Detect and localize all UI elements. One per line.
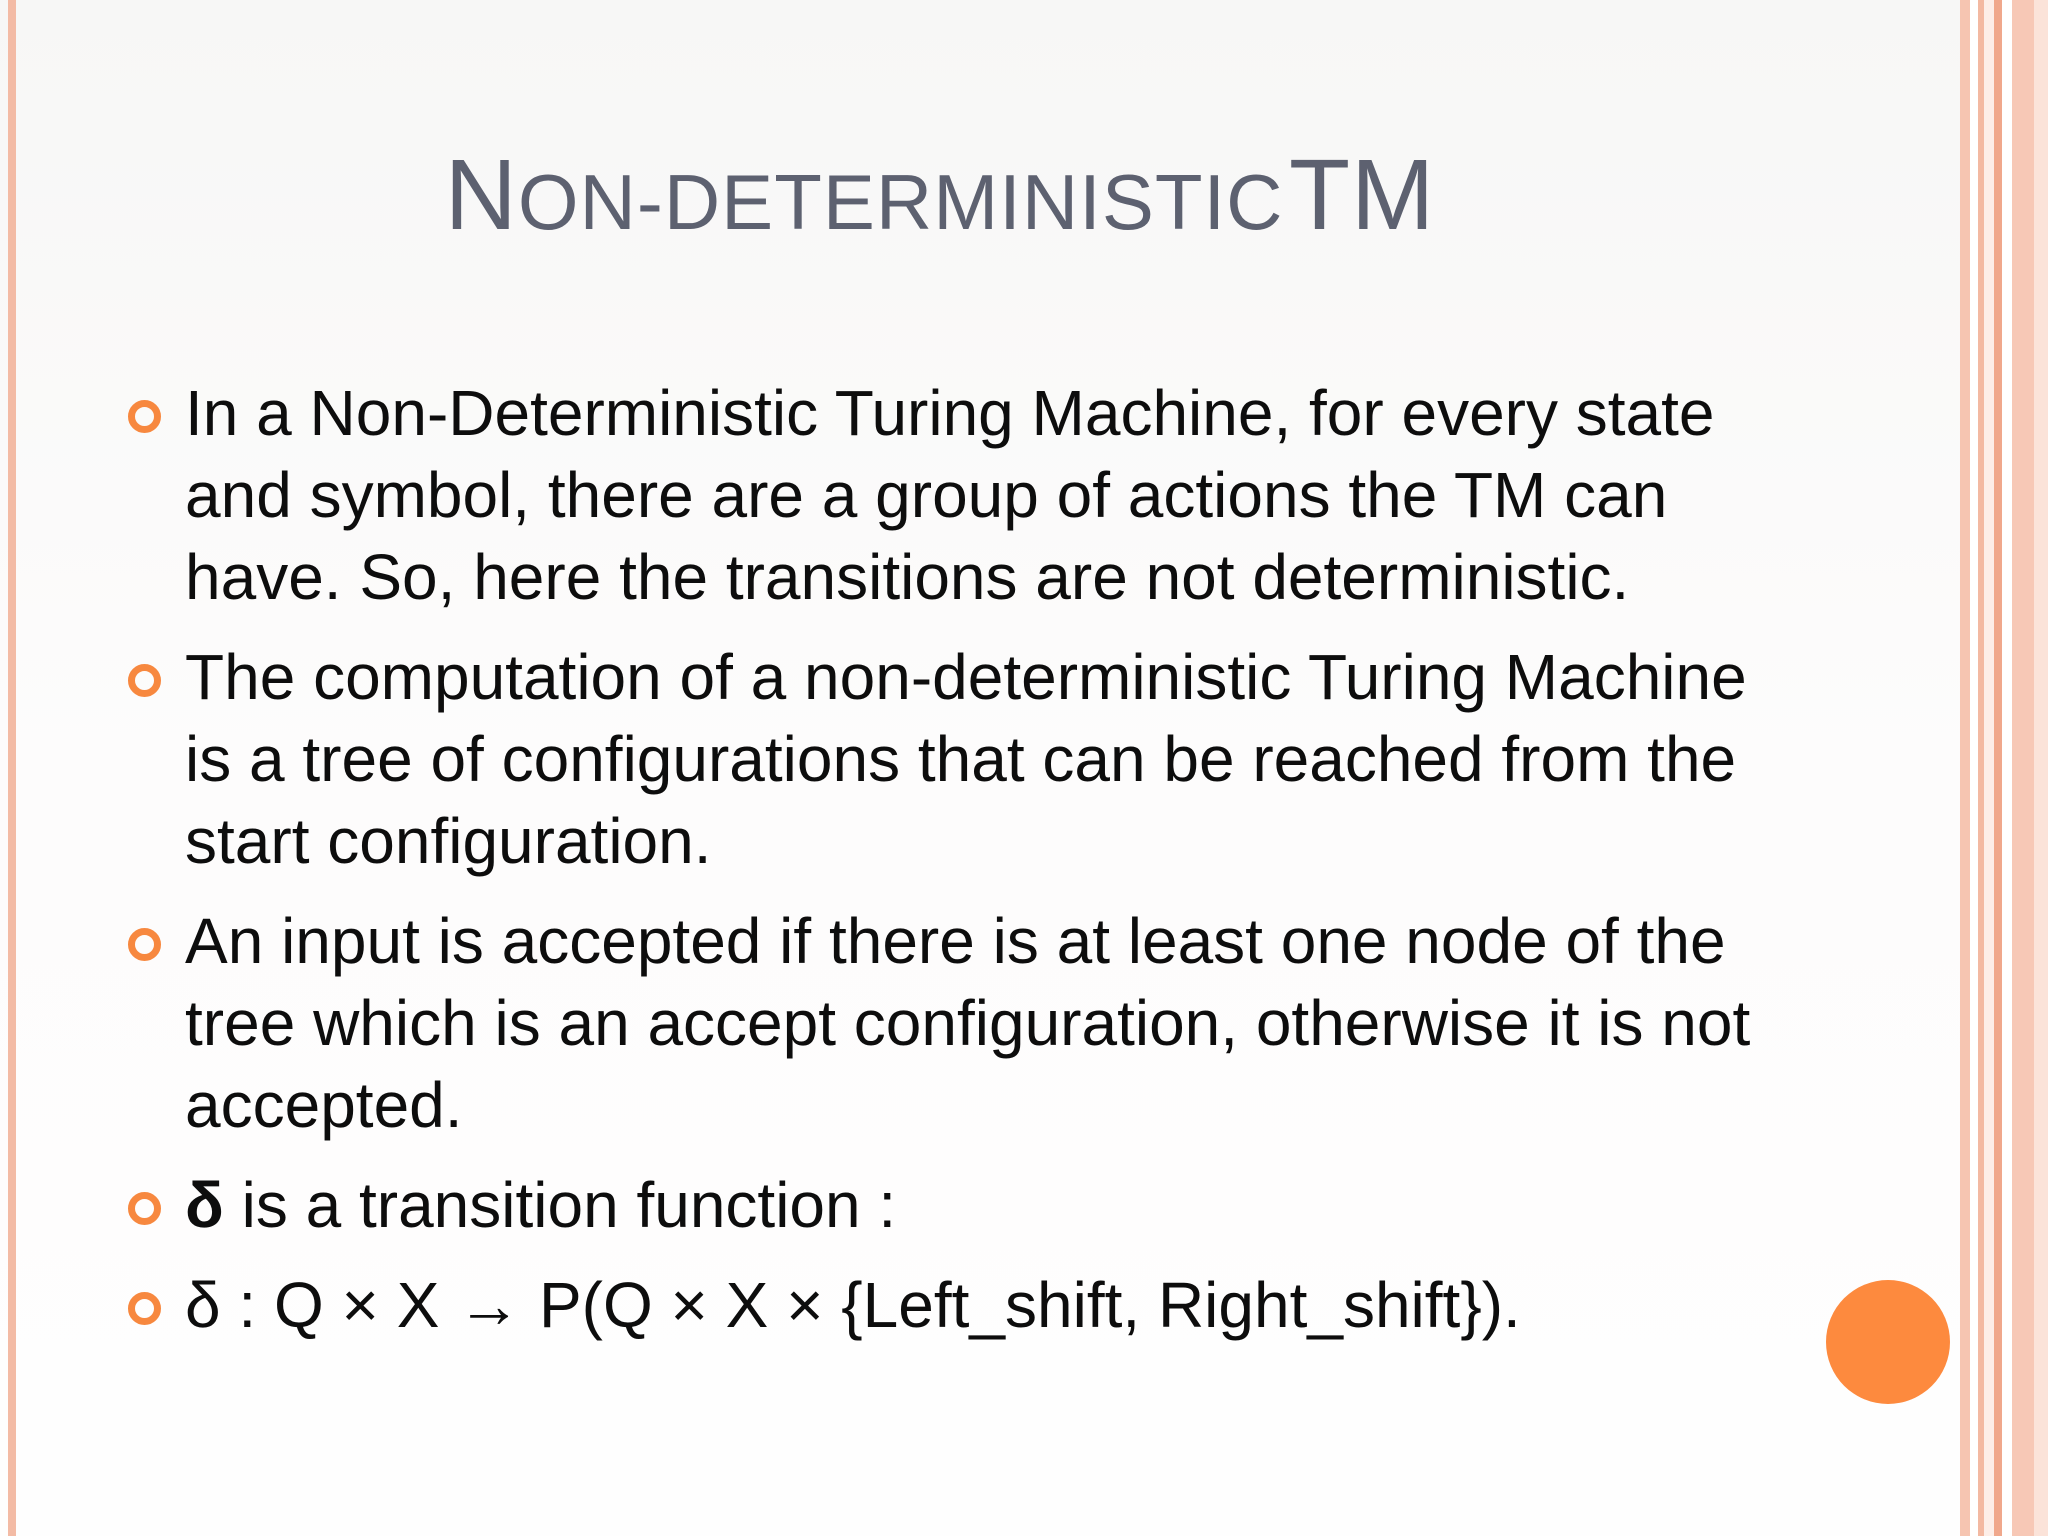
slide-title (0, 138, 1880, 253)
frame-stripe-right (2002, 0, 2012, 1536)
bullet-item (128, 1264, 1768, 1346)
bullet-text-rest: is a transition function : (223, 1169, 897, 1241)
bullet-text (185, 1164, 1768, 1246)
title-suffix: TM (1288, 139, 1436, 251)
delta-symbol: δ (185, 1169, 224, 1241)
bullet-item (128, 372, 1768, 618)
title-smallcaps: ON-DETERMINISTIC (517, 158, 1284, 246)
frame-stripe-right (1960, 0, 1970, 1536)
ring-bullet-icon (128, 400, 161, 433)
bullet-item (128, 900, 1768, 1146)
frame-stripe-right (2034, 0, 2048, 1536)
ring-bullet-icon (128, 928, 161, 961)
ring-bullet-icon (128, 1192, 161, 1225)
frame-stripe-right (1970, 0, 1978, 1536)
bullet-text: In a Non-Deterministic Turing Machine, for every state and symbol, there are a group of actions the TM can have. So, here the transitions are not deterministic. (185, 377, 1715, 613)
bullet-item (128, 1164, 1768, 1246)
bullet-item (128, 636, 1768, 882)
bullet-text: The computation of a non-deterministic Turing Machine is a tree of configurations that can be reached from the start configuration. (185, 641, 1747, 877)
title-initial: N (444, 139, 518, 251)
frame-stripe-right (1994, 0, 2002, 1536)
decorative-orange-circle (1826, 1280, 1950, 1404)
ring-bullet-icon (128, 664, 161, 697)
frame-stripe-right (1984, 0, 1994, 1536)
bullet-list (128, 372, 1768, 1364)
bullet-text: δ : Q × X → P(Q × X × {Left_shift, Right_shift}). (185, 1269, 1521, 1341)
ring-bullet-icon (128, 1292, 161, 1325)
bullet-text: An input is accepted if there is at least one node of the tree which is an accept configuration, otherwise it is not accepted. (185, 905, 1751, 1141)
frame-stripe-right (2012, 0, 2034, 1536)
